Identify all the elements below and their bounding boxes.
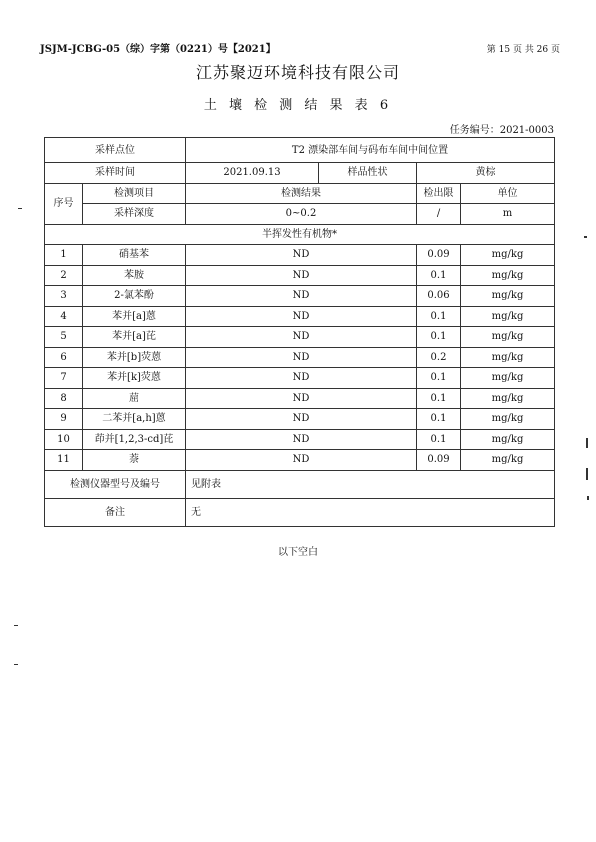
row-result: ND <box>186 450 417 471</box>
row-item: 䓛 <box>83 388 186 409</box>
row-result: ND <box>186 347 417 368</box>
row-item: 2-氯苯酚 <box>83 286 186 307</box>
table-row <box>45 368 555 389</box>
table-row <box>45 450 555 471</box>
row-number: 2 <box>45 265 83 286</box>
sampling-point-label: 采样点位 <box>45 138 186 163</box>
row-limit: 0.1 <box>417 429 461 450</box>
table-row <box>45 265 555 286</box>
row-limit: 0.1 <box>417 368 461 389</box>
sample-property-label: 样品性状 <box>319 163 417 184</box>
depth-unit: m <box>461 204 555 225</box>
page-info: 第 15 页 共 26 页 <box>486 45 560 55</box>
column-header-row <box>45 183 555 204</box>
result-header: 检测结果 <box>186 183 417 204</box>
row-limit: 0.06 <box>417 286 461 307</box>
table-row <box>45 429 555 450</box>
row-result: ND <box>186 286 417 307</box>
row-unit: mg/kg <box>461 388 555 409</box>
row-unit: mg/kg <box>461 347 555 368</box>
row-number: 1 <box>45 245 83 266</box>
instrument-label: 检测仪器型号及编号 <box>45 470 186 498</box>
remark-label: 备注 <box>45 498 186 526</box>
row-number: 6 <box>45 347 83 368</box>
row-item: 二苯并[a,h]蒽 <box>83 409 186 430</box>
row-unit: mg/kg <box>461 306 555 327</box>
row-unit: mg/kg <box>461 286 555 307</box>
sampling-time-label: 采样时间 <box>45 163 186 184</box>
limit-header: 检出限 <box>417 183 461 204</box>
row-limit: 0.1 <box>417 388 461 409</box>
row-number: 7 <box>45 368 83 389</box>
remark-value: 无 <box>186 498 555 526</box>
depth-limit: / <box>417 204 461 225</box>
row-number: 4 <box>45 306 83 327</box>
row-limit: 0.1 <box>417 327 461 348</box>
scan-mark <box>584 236 587 238</box>
row-unit: mg/kg <box>461 429 555 450</box>
remark-row <box>45 498 555 526</box>
blank-note: 以下空白 <box>278 547 318 558</box>
row-unit: mg/kg <box>461 409 555 430</box>
row-limit: 0.1 <box>417 306 461 327</box>
row-unit: mg/kg <box>461 245 555 266</box>
row-item: 苯胺 <box>83 265 186 286</box>
sample-property-value: 黄棕 <box>417 163 555 184</box>
row-result: ND <box>186 388 417 409</box>
row-limit: 0.2 <box>417 347 461 368</box>
table-row <box>45 286 555 307</box>
row-result: ND <box>186 245 417 266</box>
row-item: 苯并[a]芘 <box>83 327 186 348</box>
scan-mark <box>586 438 588 448</box>
section-row <box>45 224 555 245</box>
instrument-row <box>45 470 555 498</box>
row-number: 9 <box>45 409 83 430</box>
row-unit: mg/kg <box>461 327 555 348</box>
row-number: 3 <box>45 286 83 307</box>
table-row <box>45 245 555 266</box>
task-number: 任务编号：2021-0003 <box>449 125 554 136</box>
row-item: 苯并[a]蒽 <box>83 306 186 327</box>
results-table <box>44 137 555 527</box>
sampling-time-value: 2021.09.13 <box>186 163 319 184</box>
scan-mark <box>586 468 588 480</box>
row-item: 萘 <box>83 450 186 471</box>
company-name: 江苏聚迈环境科技有限公司 <box>195 63 400 82</box>
row-result: ND <box>186 327 417 348</box>
table-row <box>45 347 555 368</box>
table-row <box>45 388 555 409</box>
item-header: 检测项目 <box>83 183 186 204</box>
row-result: ND <box>186 429 417 450</box>
depth-row <box>45 204 555 225</box>
scan-mark <box>14 664 18 665</box>
depth-value: 0~0.2 <box>186 204 417 225</box>
row-unit: mg/kg <box>461 450 555 471</box>
row-limit: 0.1 <box>417 409 461 430</box>
section-label: 半挥发性有机物* <box>45 224 555 245</box>
row-number: 8 <box>45 388 83 409</box>
row-limit: 0.1 <box>417 265 461 286</box>
doc-code: JSJM-JCBG-05（综）字第（0221）号【2021】 <box>40 44 276 55</box>
instrument-value: 见附表 <box>186 470 555 498</box>
row-number: 10 <box>45 429 83 450</box>
sampling-time-row <box>45 163 555 184</box>
scan-mark <box>587 496 589 500</box>
table-row <box>45 409 555 430</box>
sampling-point-row <box>45 138 555 163</box>
unit-header: 单位 <box>461 183 555 204</box>
row-limit: 0.09 <box>417 245 461 266</box>
depth-label: 采样深度 <box>83 204 186 225</box>
report-title: 土 壤 检 测 结 果 表 6 <box>203 98 393 113</box>
row-item: 茚并[1,2,3-cd]芘 <box>83 429 186 450</box>
row-result: ND <box>186 368 417 389</box>
table-row <box>45 306 555 327</box>
row-item: 苯并[k]荧蒽 <box>83 368 186 389</box>
row-unit: mg/kg <box>461 368 555 389</box>
row-number: 5 <box>45 327 83 348</box>
row-item: 苯并[b]荧蒽 <box>83 347 186 368</box>
scan-mark <box>14 625 18 626</box>
seq-header: 序号 <box>45 183 83 224</box>
row-result: ND <box>186 409 417 430</box>
table-row <box>45 327 555 348</box>
row-number: 11 <box>45 450 83 471</box>
row-result: ND <box>186 306 417 327</box>
scan-mark <box>18 208 22 209</box>
row-result: ND <box>186 265 417 286</box>
sampling-point-value: T2 漂染部车间与码布车间中间位置 <box>186 138 555 163</box>
row-limit: 0.09 <box>417 450 461 471</box>
row-unit: mg/kg <box>461 265 555 286</box>
row-item: 硝基苯 <box>83 245 186 266</box>
